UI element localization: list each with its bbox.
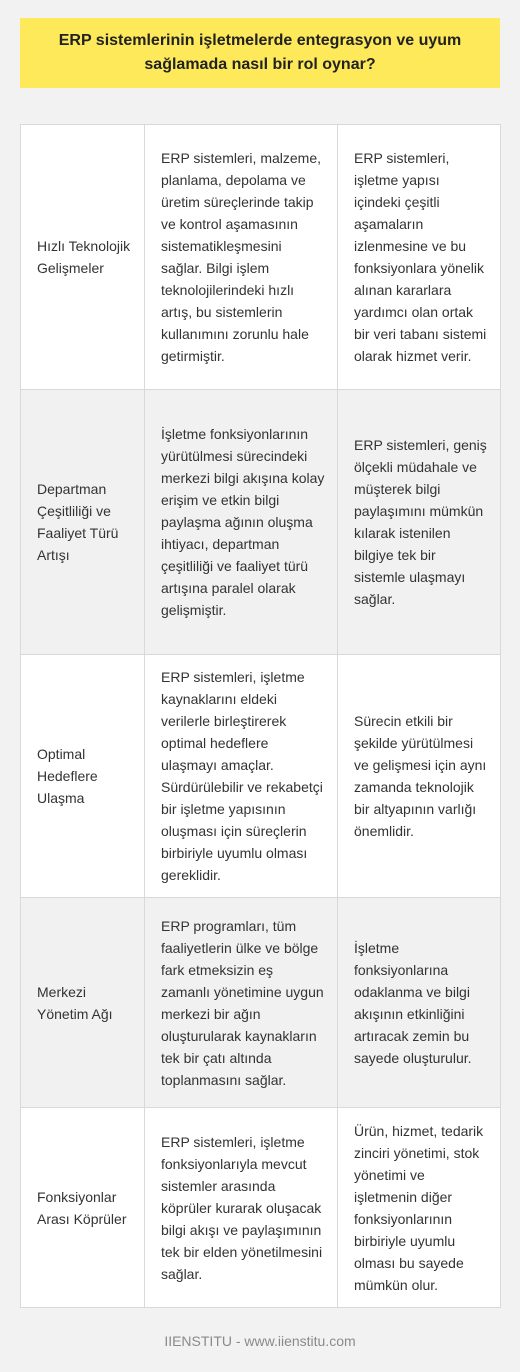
- row-note: Sürecin etkili bir şekilde yürütülmesi ve gelişmesi için aynı zamanda teknolojik bir altyapının varlığı önemlidir.: [338, 655, 501, 898]
- row-label: Hızlı Teknolojik Gelişmeler: [21, 125, 145, 390]
- row-note: ERP sistemleri, geniş ölçekli müdahale ve müşterek bilgi paylaşımını mümkün kılarak istenilen bilgiye tek bir sistemle ulaşmayı sağlar.: [338, 390, 501, 655]
- row-description: ERP sistemleri, malzeme, planlama, depolama ve üretim süreçlerinde takip ve kontrol aşamasının sistematikleşmesini sağlar. Bilgi işlem teknolojilerindeki hızlı artış, bu sistemlerin kullanımını zorunlu hale getirmiştir.: [145, 125, 338, 390]
- table-row: [21, 125, 501, 390]
- info-table: [20, 124, 501, 1308]
- row-description: ERP sistemleri, işletme kaynaklarını eldeki verilerle birleştirerek optimal hedeflere ulaşmayı amaçlar. Sürdürülebilir ve rekabetçi bir işletme yapısının oluşması için süreçlerin birbiriyle uyumlu olması gereklidir.: [145, 655, 338, 898]
- table-row: [21, 898, 501, 1108]
- table-row: [21, 1108, 501, 1308]
- row-description: ERP programları, tüm faaliyetlerin ülke ve bölge fark etmeksizin eş zamanlı yönetimine uygun merkezi bir ağın oluşturularak kaynakların tek bir çatı altında toplanmasını sağlar.: [145, 898, 338, 1108]
- table-row: [21, 655, 501, 898]
- row-description: ERP sistemleri, işletme fonksiyonlarıyla mevcut sistemler arasında köprüler kurarak oluşacak bilgi akışı ve paylaşımının tek bir elden yönetilmesini sağlar.: [145, 1108, 338, 1308]
- table-row: [21, 390, 501, 655]
- row-note: İşletme fonksiyonlarına odaklanma ve bilgi akışının etkinliğini artıracak zemin bu sayede oluşturulur.: [338, 898, 501, 1108]
- page-title: ERP sistemlerinin işletmelerde entegrasyon ve uyum sağlamada nasıl bir rol oynar?: [20, 18, 500, 88]
- row-label: Fonksiyonlar Arası Köprüler: [21, 1108, 145, 1308]
- row-note: ERP sistemleri, işletme yapısı içindeki çeşitli aşamaların izlenmesine ve bu fonksiyonlara yönelik alınan kararlara yardımcı olan ortak bir veri tabanı sistemi olarak hizmet verir.: [338, 125, 501, 390]
- row-label: Optimal Hedeflere Ulaşma: [21, 655, 145, 898]
- row-note: Ürün, hizmet, tedarik zinciri yönetimi, stok yönetimi ve işletmenin diğer fonksiyonlarının birbiriyle uyumlu olması bu sayede mümkün olur.: [338, 1108, 501, 1308]
- row-label: Departman Çeşitliliği ve Faaliyet Türü Artışı: [21, 390, 145, 655]
- footer-credit: IIENSTITU - www.iienstitu.com: [164, 1333, 356, 1349]
- row-label: Merkezi Yönetim Ağı: [21, 898, 145, 1108]
- row-description: İşletme fonksiyonlarının yürütülmesi sürecindeki merkezi bilgi akışına kolay erişim ve etkin bilgi paylaşma ağının oluşma ihtiyacı, departman çeşitliliği ve faaliyet türü artışına paralel olarak gelişmiştir.: [145, 390, 338, 655]
